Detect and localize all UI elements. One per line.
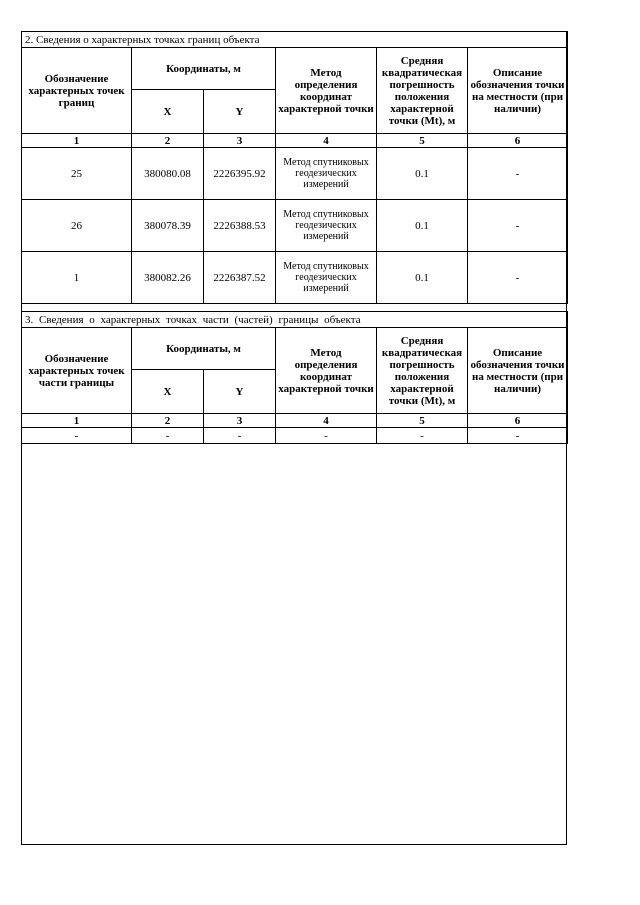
header-coordinates: Координаты, м [132,328,276,370]
y-cell: - [204,428,276,444]
error-cell: 0.1 [377,148,468,200]
col-number: 4 [276,134,377,148]
header-description: Описание обозначения точки на местности (при наличии) [468,48,568,134]
table-row [22,428,568,444]
error-cell: - [377,428,468,444]
description-cell: - [468,148,568,200]
method-cell: Метод спутниковых геодезических измерений [276,200,377,252]
method-cell: Метод спутниковых геодезических измерений [276,252,377,304]
col-number: 2 [132,414,204,428]
col-number: 6 [468,414,568,428]
table-row [22,148,568,200]
header-designation: Обозначение характерных точек границ [22,48,132,134]
description-cell: - [468,428,568,444]
section-2-table [21,31,568,304]
header-y: Y [204,90,276,134]
description-cell: - [468,200,568,252]
point-cell: 1 [22,252,132,304]
header-error: Средняя квадратическая погрешность положения характерной точки (Mt), м [377,48,468,134]
header-error: Средняя квадратическая погрешность положения характерной точки (Mt), м [377,328,468,414]
error-cell: 0.1 [377,200,468,252]
x-cell: 380082.26 [132,252,204,304]
col-number: 5 [377,414,468,428]
header-coordinates: Координаты, м [132,48,276,90]
header-x: X [132,370,204,414]
col-number: 5 [377,134,468,148]
method-cell: Метод спутниковых геодезических измерений [276,148,377,200]
table-row [22,200,568,252]
header-y: Y [204,370,276,414]
x-cell: 380080.08 [132,148,204,200]
col-number: 3 [204,134,276,148]
section-3-title: 3. Сведения о характерных точках части (частей) границы объекта [22,312,568,328]
x-cell: - [132,428,204,444]
section-3-table [21,311,568,444]
description-cell: - [468,252,568,304]
y-cell: 2226387.52 [204,252,276,304]
col-number: 3 [204,414,276,428]
point-cell: 25 [22,148,132,200]
header-description: Описание обозначения точки на местности (при наличии) [468,328,568,414]
header-designation: Обозначение характерных точек части границы [22,328,132,414]
col-number: 1 [22,134,132,148]
col-number: 2 [132,134,204,148]
point-cell: - [22,428,132,444]
point-cell: 26 [22,200,132,252]
col-number: 6 [468,134,568,148]
x-cell: 380078.39 [132,200,204,252]
header-method: Метод определения координат характерной точки [276,328,377,414]
y-cell: 2226395.92 [204,148,276,200]
y-cell: 2226388.53 [204,200,276,252]
col-number: 1 [22,414,132,428]
method-cell: - [276,428,377,444]
section-2-title: 2. Сведения о характерных точках границ объекта [22,32,568,48]
col-number: 4 [276,414,377,428]
table-row [22,252,568,304]
header-x: X [132,90,204,134]
header-method: Метод определения координат характерной точки [276,48,377,134]
error-cell: 0.1 [377,252,468,304]
